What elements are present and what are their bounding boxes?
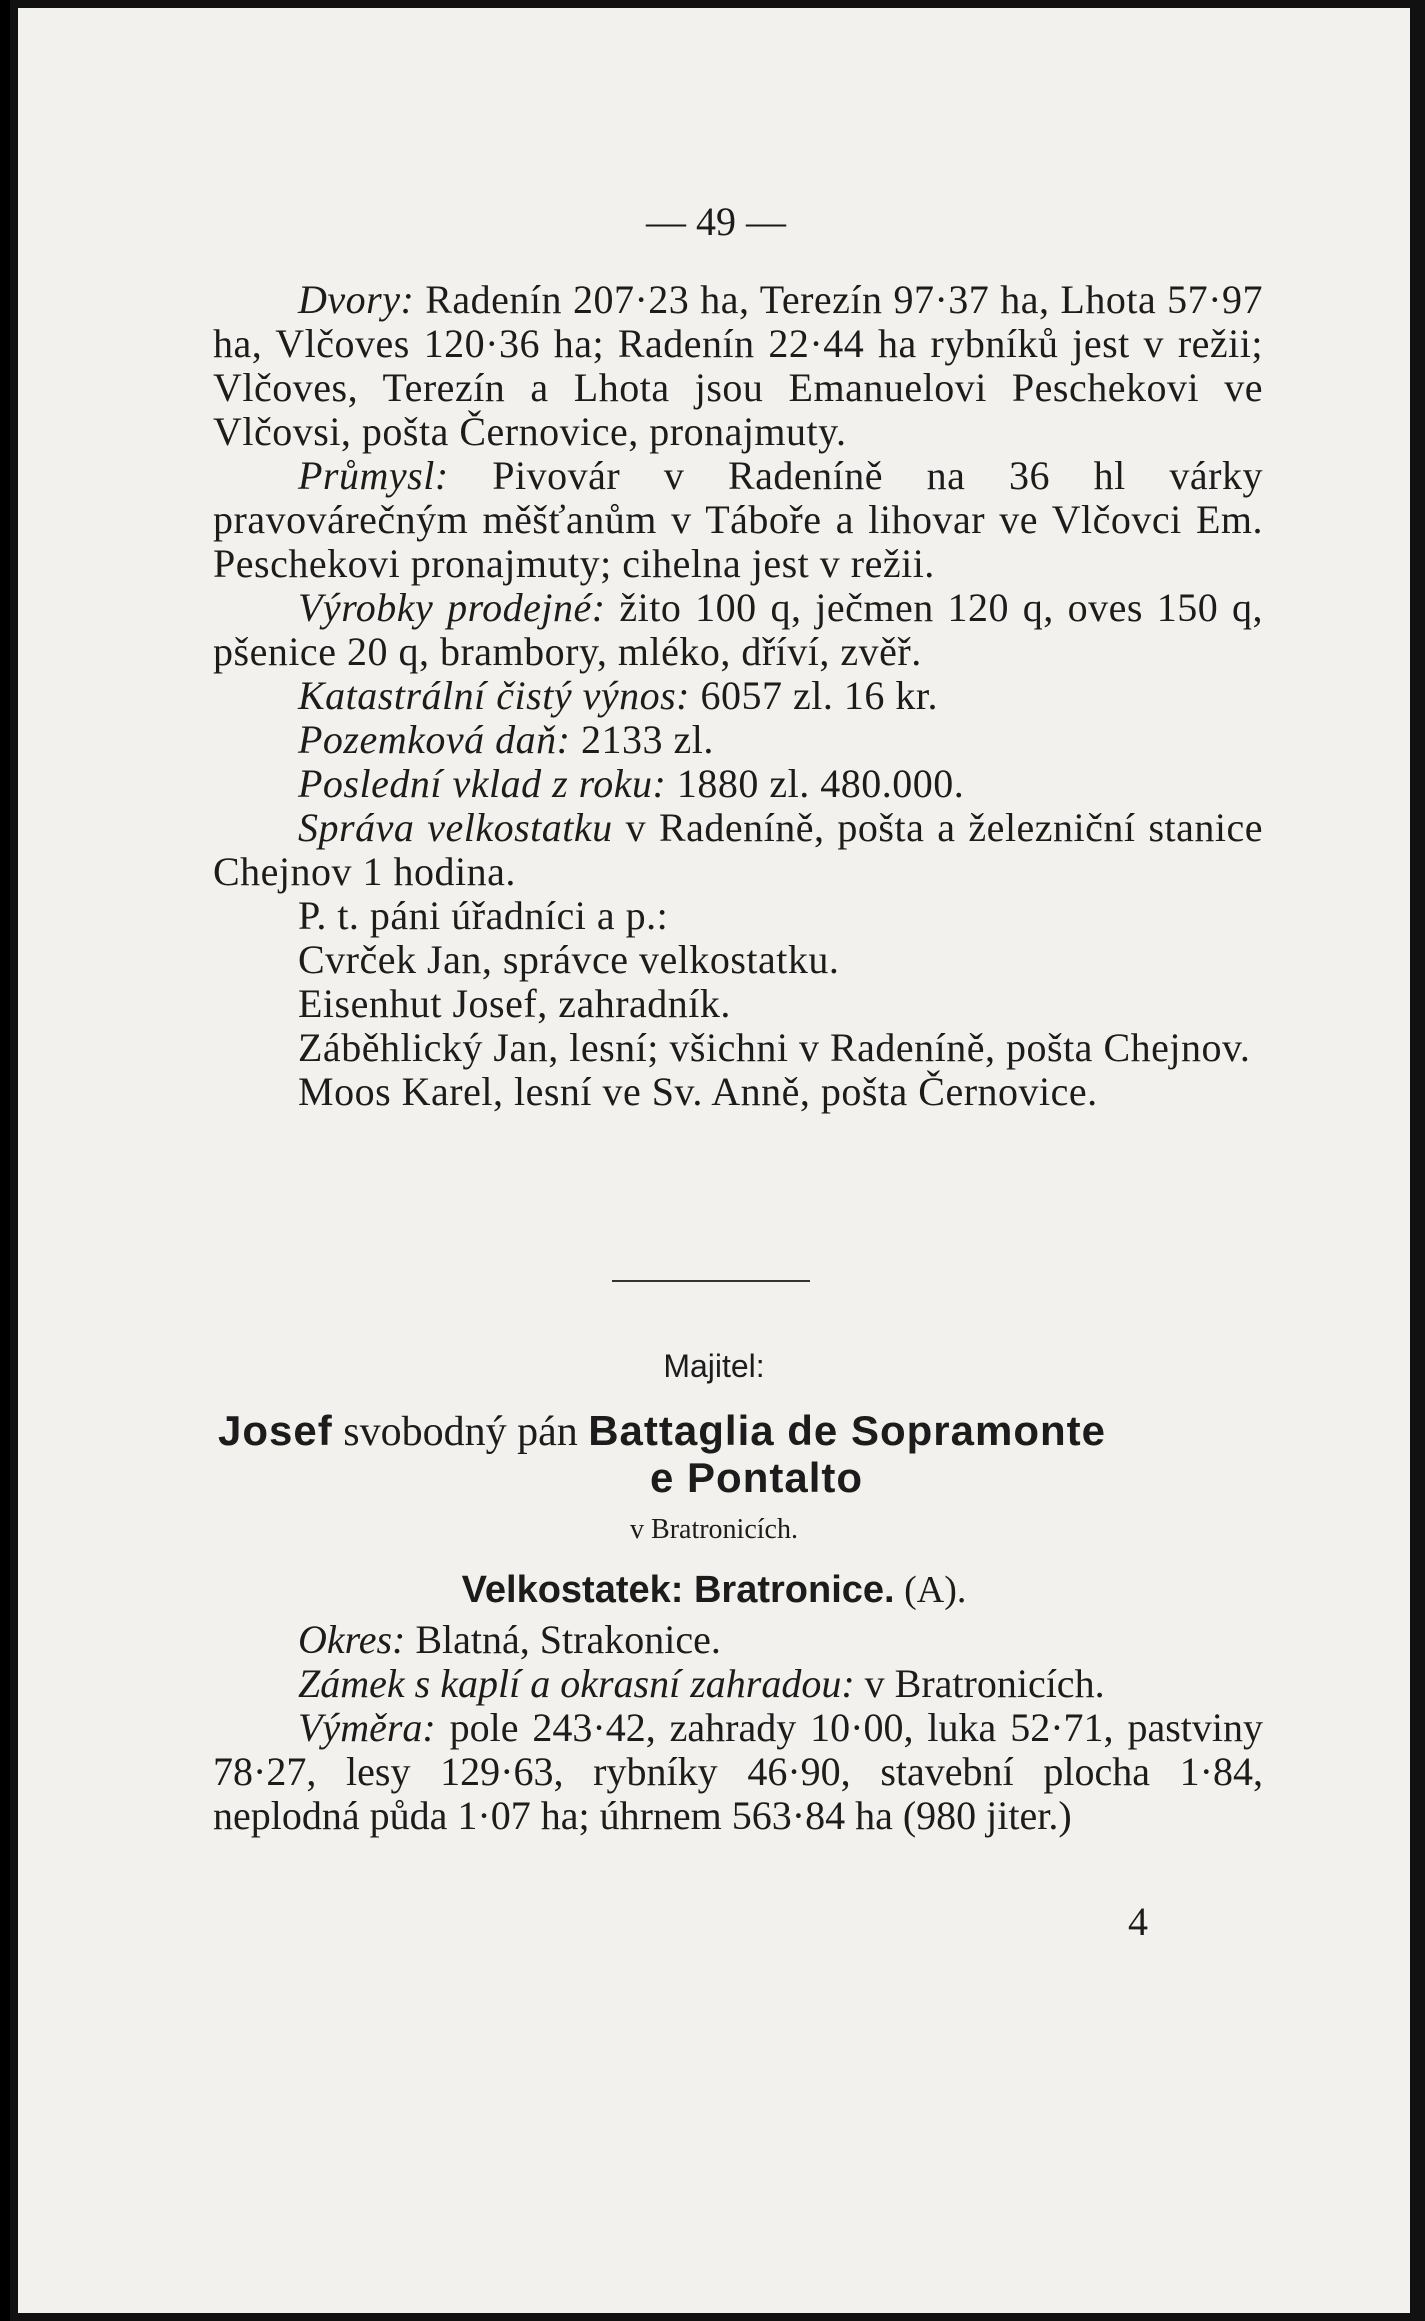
estate-zamek: Zámek s kaplí a okrasní zahradou: v Bratronicích. [298,1661,1105,1706]
paragraph-dvory: Dvory: Radenín 207·23 ha, Terezín 97·37 ha, Lhota 57·97 ha, Vlčoves 120·36 ha; Radenín 22·44 ha rybníků jest v režii; Vlčoves, Terezín a Lhota jsou Emanuelovi Peschekovi ve Vlčovsi, pošta Černovice, pronajmuty. [213,277,1263,454]
page [18,8,1410,2313]
body-text [213,278,1263,1114]
paragraph-vyrobky: Výrobky prodejné: žito 100 q, ječmen 120 q, oves 150 q, pšenice 20 q, brambory, mléko, dříví, zvěř. [213,585,1263,674]
owner-name [218,1408,1248,1502]
paragraph-eisenhut: Eisenhut Josef, zahradník. [298,981,731,1026]
estate-details [213,1618,1263,1838]
book-spine [0,0,10,2321]
paragraph-cvrcek: Cvrček Jan, správce velkostatku. [298,937,840,982]
signature-mark: 4 [1128,1899,1148,1944]
separator-rule [612,1280,810,1282]
owner-line-1: Josef svobodný pán Battaglia de Sopramonte [218,1407,1106,1455]
estate-heading: Velkostatek: Bratronice. (A). [461,1569,967,1611]
estate-vymera: Výměra: pole 243·42, zahrady 10·00, luka 52·71, pastviny 78·27, lesy 129·63, rybníky 46·90, stavební plocha 1·84, neplodná půda 1·07 ha; úhrnem 563·84 ha (980 jiter.) [213,1705,1263,1838]
paragraph-dan: Pozemková daň: 2133 zl. [298,717,714,762]
majitel-heading: Majitel: [663,1348,765,1384]
paragraph-sprava: Správa velkostatku v Radeníně, pošta a železniční stanice Chejnov 1 hodina. [213,805,1263,894]
owner-line-2: e Pontalto [650,1454,864,1501]
page-number: — 49 — [646,199,786,244]
paragraph-prumysl: Průmysl: Pivovár v Radeníně na 36 hl várky pravovárečným měšťanům v Táboře a lihovar ve Vlčovci Em. Peschekovi pronajmuty; cihelna jest v režii. [213,453,1263,586]
paragraph-uradnici: P. t. páni úřadníci a p.: [298,893,669,938]
paragraph-vynos: Katastrální čistý výnos: 6057 zl. 16 kr. [298,673,938,718]
paragraph-vklad: Poslední vklad z roku: 1880 zl. 480.000. [298,761,965,806]
paragraph-moos: Moos Karel, lesní ve Sv. Anně, pošta Černovice. [298,1069,1098,1114]
owner-city: v Bratronicích. [630,1514,798,1545]
paragraph-zabehlicky: Záběhlický Jan, lesní; všichni v Radeníně, pošta Chejnov. [298,1025,1251,1070]
estate-okres: Okres: Blatná, Strakonice. [298,1617,721,1662]
